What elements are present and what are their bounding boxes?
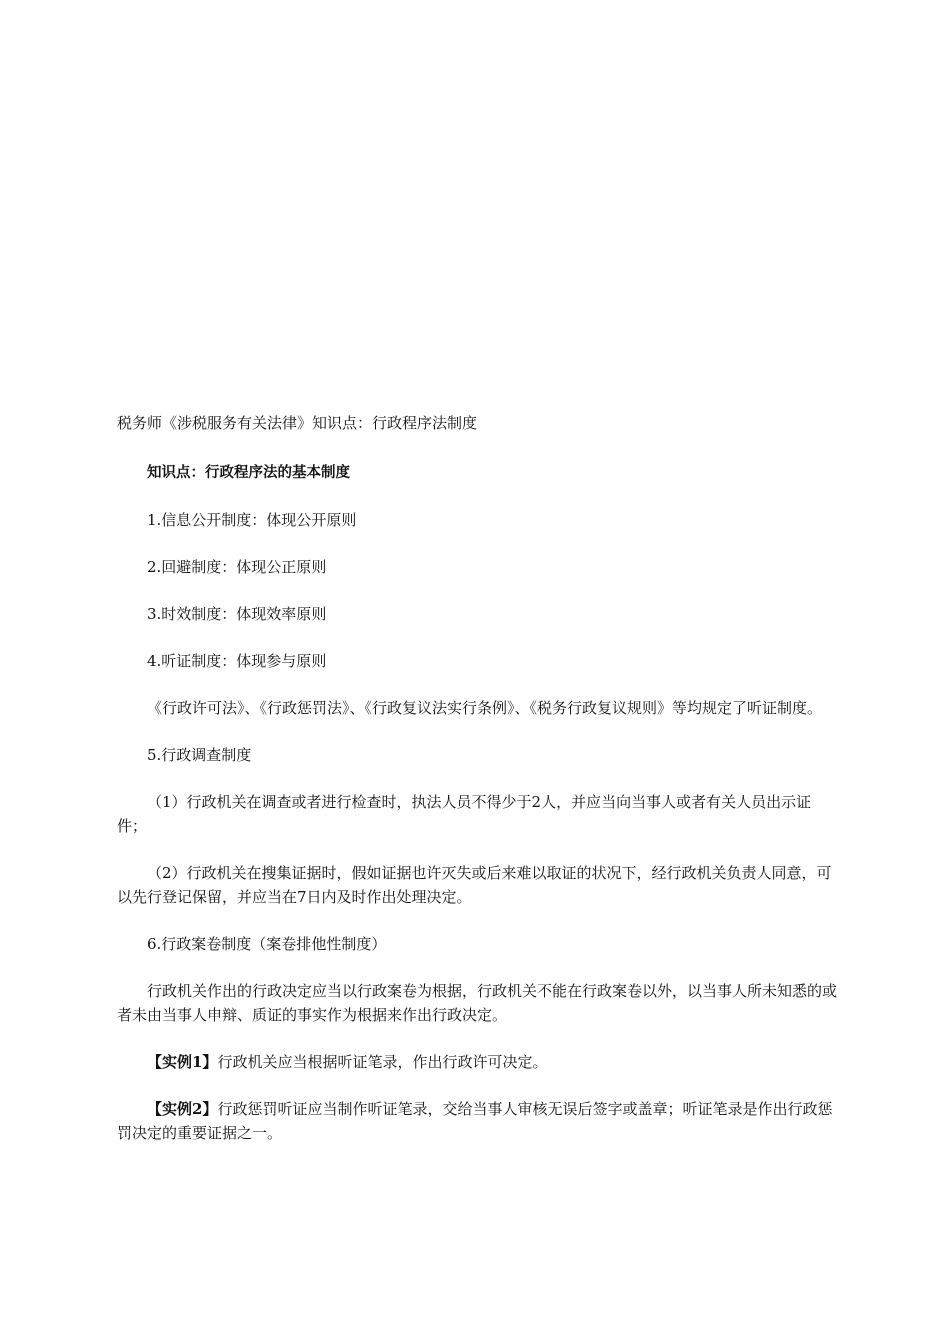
example-1-text: 行政机关应当根据听证笔录，作出行政许可决定。 xyxy=(217,1053,548,1071)
document-body xyxy=(117,411,837,1168)
list-item-1: 1.信息公开制度：体现公开原则 xyxy=(147,511,357,529)
example-1-label: 【实例1】 xyxy=(147,1053,218,1071)
example-2-label: 【实例2】 xyxy=(147,1100,218,1118)
section-heading: 知识点：行政程序法的基本制度 xyxy=(147,465,350,481)
list-item-5-sub-1: （1）行政机关在调查或者进行检查时，执法人员不得少于2人，并应当向当事人或者有关人员出示证件； xyxy=(117,793,812,835)
document-title: 税务师《涉税服务有关法律》知识点：行政程序法制度 xyxy=(117,414,478,432)
list-item-6-description: 行政机关作出的行政决定应当以行政案卷为根据，行政机关不能在行政案卷以外，以当事人所未知悉的或者未由当事人申辩、质证的事实作为根据来作出行政决定。 xyxy=(117,982,838,1024)
list-item-5-sub-2: （2）行政机关在搜集证据时，假如证据也许灭失或后来难以取证的状况下，经行政机关负责人同意，可以先行登记保留，并应当在7日内及时作出处理决定。 xyxy=(117,864,832,906)
example-1-paragraph xyxy=(117,1050,837,1074)
list-item-3: 3.时效制度：体现效率原则 xyxy=(147,605,327,623)
example-2-text: 行政惩罚听证应当制作听证笔录，交给当事人审核无误后签字或盖章；听证笔录是作出行政惩罚决定的重要证据之一。 xyxy=(117,1100,833,1142)
list-item-4: 4.听证制度：体现参与原则 xyxy=(147,652,327,670)
list-item-6: 6.行政案卷制度（案卷排他性制度） xyxy=(147,935,387,953)
hearing-note-paragraph: 《行政许可法》、《行政惩罚法》、《行政复议法实行条例》、《税务行政复议规则》等均规定了听证制度。 xyxy=(147,699,823,717)
example-2-paragraph xyxy=(117,1097,837,1145)
list-item-2: 2.回避制度：体现公正原则 xyxy=(147,558,327,576)
list-item-5: 5.行政调查制度 xyxy=(147,746,252,764)
